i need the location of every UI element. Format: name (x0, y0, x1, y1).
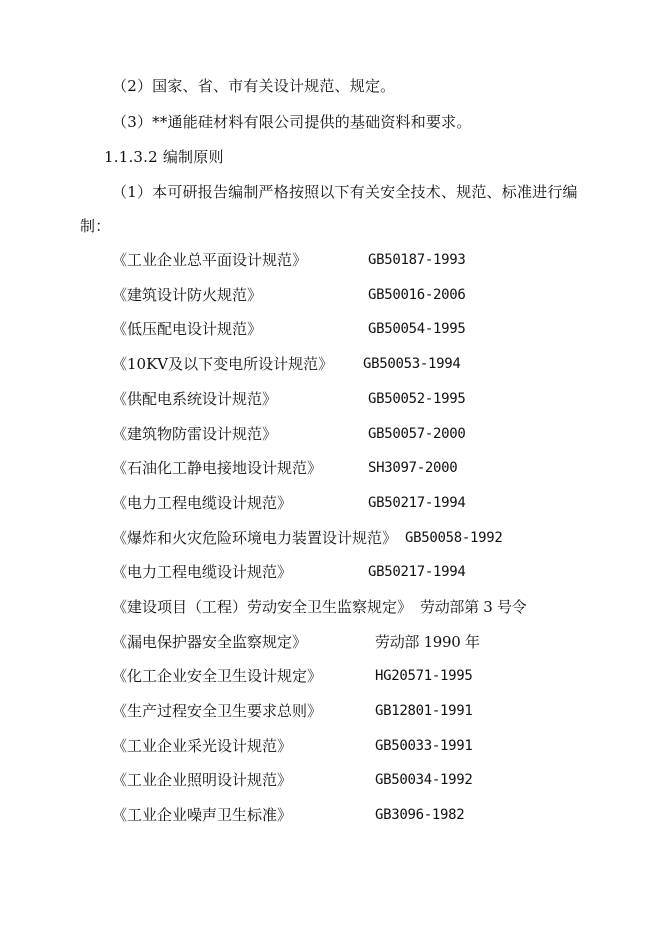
standard-name: 《建筑物防雷设计规范》 (112, 425, 278, 443)
standard-code: GB50058-1992 (405, 530, 503, 546)
standard-code: 劳动部第 3 号令 (420, 598, 527, 616)
standard-name: 《供配电系统设计规范》 (112, 390, 278, 408)
standard-code: GB50053-1994 (363, 356, 461, 372)
standard-name: 《低压配电设计规范》 (112, 320, 263, 338)
standard-name: 《10KV及以下变电所设计规范》 (112, 355, 334, 373)
standard-code: GB50033-1991 (375, 738, 473, 754)
standard-name: 《生产过程安全卫生要求总则》 (112, 702, 323, 720)
standard-code: GB50217-1994 (368, 495, 466, 511)
paragraph-item-1-line-1: （1）本可研报告编制严格按照以下有关安全技术、规范、标准进行编 (112, 183, 578, 201)
standard-name: 《工业企业总平面设计规范》 (112, 251, 308, 269)
standard-name: 《电力工程电缆设计规范》 (112, 494, 293, 512)
paragraph-item-1-line-2: 制： (80, 217, 111, 235)
standard-name: 《建筑设计防火规范》 (112, 286, 263, 304)
standard-code: 劳动部 1990 年 (375, 633, 480, 651)
standard-code: GB50187-1993 (368, 252, 466, 268)
standard-code: GB50052-1995 (368, 391, 466, 407)
standard-code: GB50217-1994 (368, 564, 466, 580)
standard-code: GB3096-1982 (375, 807, 465, 823)
standard-name: 《化工企业安全卫生设计规定》 (112, 667, 323, 685)
standard-code: GB12801-1991 (375, 703, 473, 719)
standard-name: 《工业企业噪声卫生标准》 (112, 806, 293, 824)
standard-code: GB50057-2000 (368, 426, 466, 442)
standard-code: GB50016-2006 (368, 287, 466, 303)
standard-code: GB50034-1992 (375, 772, 473, 788)
standard-name: 《电力工程电缆设计规范》 (112, 563, 293, 581)
standard-name: 《漏电保护器安全监察规定》 (112, 633, 308, 651)
standard-code: SH3097-2000 (368, 460, 458, 476)
standard-name: 《工业企业照明设计规范》 (112, 771, 293, 789)
paragraph-item-2: （2）国家、省、市有关设计规范、规定。 (112, 77, 396, 95)
section-heading: 1.1.3.2 编制原则 (104, 148, 224, 166)
standard-code: GB50054-1995 (368, 321, 466, 337)
standard-name: 《建设项目（工程）劳动安全卫生监察规定》 (112, 598, 413, 616)
standard-name: 《爆炸和火灾危险环境电力装置设计规范》 (112, 529, 398, 547)
standard-name: 《石油化工静电接地设计规范》 (112, 459, 323, 477)
standard-name: 《工业企业采光设计规范》 (112, 737, 293, 755)
standard-code: HG20571-1995 (375, 668, 473, 684)
paragraph-item-3: （3）**通能硅材料有限公司提供的基础资料和要求。 (112, 113, 472, 131)
